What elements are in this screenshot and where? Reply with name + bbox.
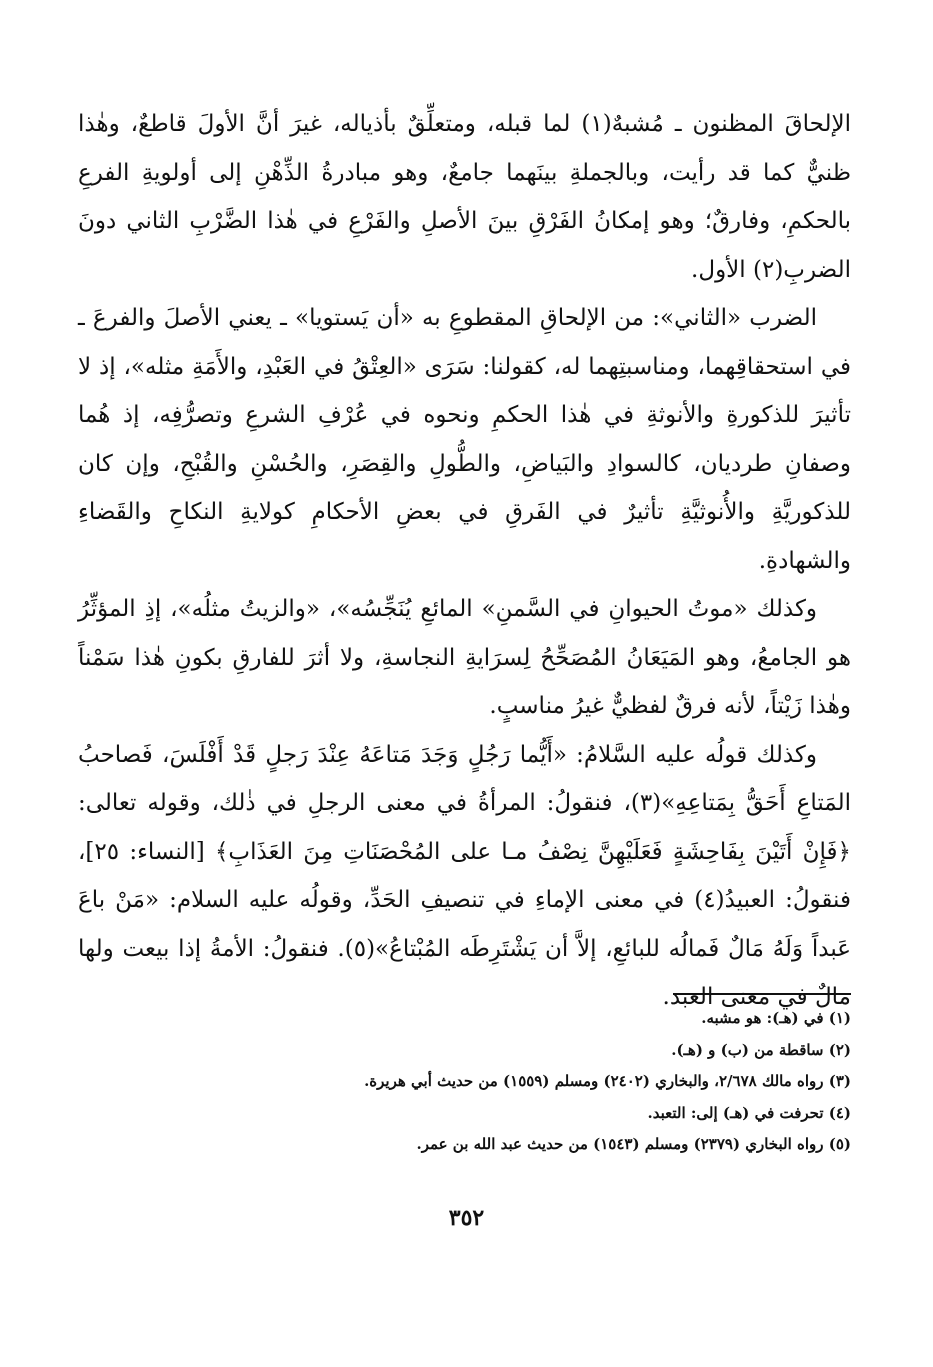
footnote-3: (٣) رواه مالك ٢/٦٧٨، والبخاري (٢٤٠٢) ومسلم (١٥٥٩) من حديث أبي هريرة. <box>364 1072 851 1090</box>
paragraph-2: الضرب «الثاني»: من الإلحاقِ المقطوعِ به «أن يَستويا» ـ يعني الأصلَ والفرعَ ـ في استحقاقِهما، ومناسبتِهما له، كقولنا: سَرَى «العِتْقُ في العَبْدِ، والأَمَةِ مثله»، إذ لا تأثيرَ للذكورةِ والأنوثةِ في هٰذا الحكمِ ونحوه في عُرْفِ الشرعِ وتصرُّفِه، إذ هُما وصفانِ طرديان، كالسوادِ والبَياضِ، والطُّولِ والقِصَرِ، والحُسْنِ والقُبْحِ، وإن كان للذكوريَّةِ والأُنوثيَّةِ تأثيرٌ في الفَرقِ في بعضِ الأحكامِ كولايةِ النكاحِ والقَضاءِ والشهادةِ. <box>78 305 851 574</box>
paragraph-1: الإلحاقَ المظنون ـ مُشبهٌ(١) لما قبله، ومتعلِّقٌ بأذياله، غيرَ أنَّ الأولَ قاطعٌ، وهٰذا ظنيٌّ كما قد رأيت، وبالجملةِ بينَهما جامعٌ، وهو مبادرةُ الذِّهْنِ إلى أولويةِ الفرعِ بالحكمِ، وفارقٌ؛ وهو إمكانُ الفَرْقِ بينَ الأصلِ والفَرْعِ في هٰذا الضَّرْبِ الثاني دونَ الضربِ(٢) الأول. <box>78 111 852 283</box>
footnote-4: (٤) تحرفت في (هـ) إلى: التعبد. <box>647 1103 851 1122</box>
main-text-body <box>78 100 851 1022</box>
page-number: ٣٥٢ <box>448 1205 485 1231</box>
paragraph-4: وكذلك قولُه عليه السَّلامُ: «أَيُّما رَجُلٍ وَجَدَ مَتاعَهُ عِنْدَ رَجلٍ قَدْ أَفْلَسَ، فَصاحبُ المَتاعِ أَحَقُّ بِمَتاعِهِ»(٣)، فنقولُ: المرأةُ في معنى الرجلِ في ذٰلك، وقوله تعالى: ﴿فَإِنْ أَتَيْنَ بِفَاحِشَةٍ فَعَلَيْهِنَّ نِصْفُ مـا على المُحْصَنَاتِ مِنَ العَذَابِ﴾ [النساء: ٢٥]، فنقولُ: العبيدُ(٤) في معنى الإماءِ في تنصيفِ الحَدِّ، وقولُه عليه السلام: «مَنْ باعَ عَبداً وَلَهُ مَالٌ فَمالُه للبائعِ، إلاَّ أن يَشْتَرِطَه المُبْتاعُ»(٥). فنقولُ: الأمةُ إذا بيعت ولها مالٌ في معنى العبد. <box>78 741 851 1010</box>
footnote-separator <box>673 993 851 995</box>
footnote-1: (١) في (هـ): هو مشبه. <box>701 1009 851 1027</box>
footnote-5: (٥) رواه البخاري (٢٣٧٩) ومسلم (١٥٤٣) من حديث عبد الله بن عمر. <box>416 1135 851 1153</box>
footnote-2: (٢) ساقطة من (ب) و (هـ). <box>671 1040 851 1059</box>
footnotes <box>78 1003 851 1161</box>
paragraph-3: وكذلك «موتُ الحيوانِ في السَّمنِ» المائعِ يُنَجِّسُه»، «والزيتُ مثلُه»، إذِ المؤثِّرُ هو الجامعُ، وهو المَيَعَانُ المُصَحِّحُ لِسرَايةِ النجاسةِ، ولا أثرَ للفارقِ بكونِ هٰذا سَمْناً وهٰذا زَيْتاً، لأنه فرقٌ لفظيٌّ غيرُ مناسبٍ. <box>78 596 851 719</box>
